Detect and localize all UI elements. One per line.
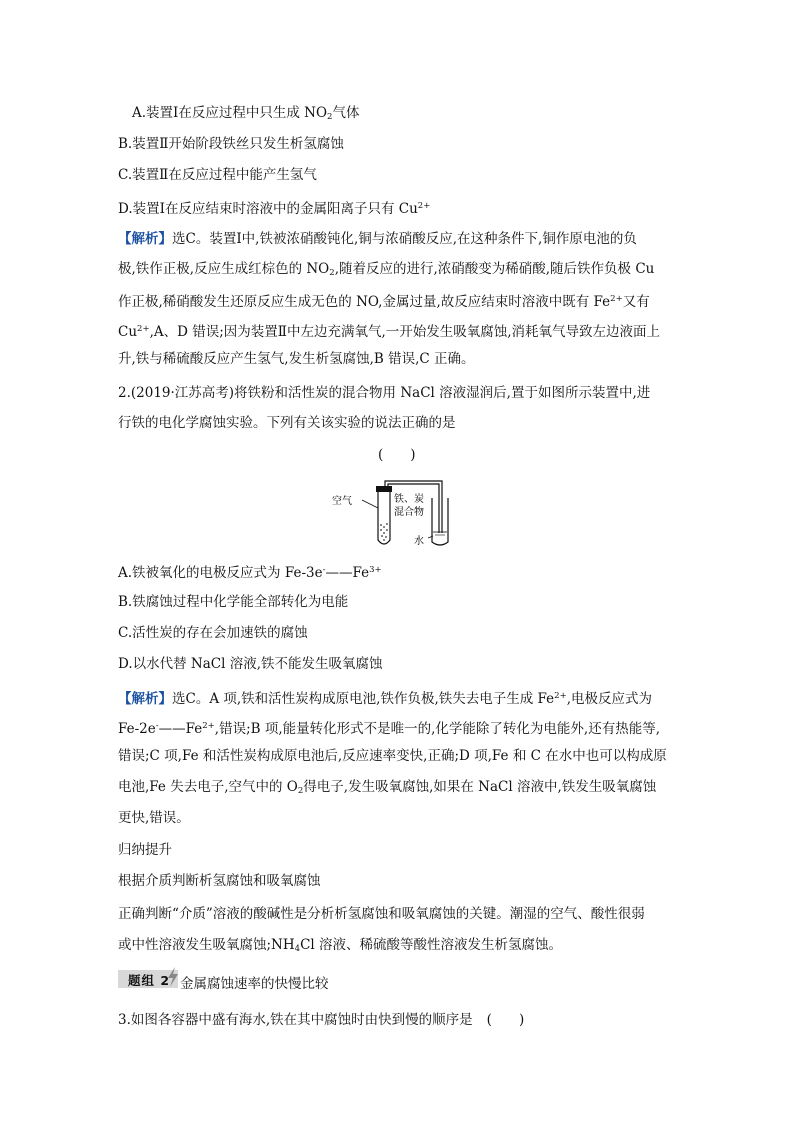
q2-analysis-4-post: 得电子,发生吸氧腐蚀,如果在 NaCl 溶液中,铁发生吸氧腐蚀 — [303, 779, 657, 795]
q2-option-a-sup2: 3+ — [369, 565, 382, 575]
q2-option-a-pre: A.铁被氧化的电极反应式为 Fe-3e — [118, 565, 323, 581]
group2-title: 金属腐蚀速率的快慢比较 — [180, 976, 329, 992]
q1-option-d — [118, 197, 430, 218]
q1-option-d-text: D.装置Ⅰ在反应结束时溶液中的金属阳离子只有 Cu — [118, 201, 418, 217]
q3-stem — [118, 1011, 524, 1029]
summary-line-2-sub: 4 — [294, 944, 301, 954]
q1-option-b: B.装置Ⅱ开始阶段铁丝只发生析氢腐蚀 — [118, 136, 344, 152]
label-water: 水 — [414, 536, 424, 547]
q1-option-a-text: A.装置Ⅰ在反应过程中只生成 NO — [132, 105, 328, 121]
q2-stem-line-1: 2.(2019·江苏高考)将铁粉和活性炭的混合物用 NaCl 溶液湿润后,置于如图所示装置中,进 — [118, 385, 651, 401]
summary-line-2-pre: 或中性溶液发生吸氧腐蚀;NH — [118, 937, 295, 953]
q1-analysis-tag: 【解析】 — [118, 231, 172, 247]
q3-answer-paren: ( ) — [486, 1012, 525, 1028]
air-leader — [362, 500, 378, 508]
q2-analysis-line-4 — [118, 778, 656, 800]
label-mixture-1: 铁、炭 — [394, 494, 424, 505]
q2-analysis-1-post: ,电极反应式为 — [566, 691, 652, 707]
q1-analysis-text-1: 选C。装置Ⅰ中,铁被浓硝酸钝化,铜与浓硝酸反应,在这种条件下,铜作原电池的负 — [172, 231, 637, 247]
q2-analysis-line-5: 更快,错误。 — [118, 810, 190, 826]
q1-analysis-line-2 — [118, 260, 654, 282]
q2-analysis-2-mid: ——Fe — [158, 721, 203, 737]
q1-analysis-4-post: ,A、D 错误;因为装置Ⅱ中左边充满氧气,一开始发生吸氧腐蚀,消耗氧气导致左边液面上 — [149, 324, 661, 340]
q1-analysis-4-pre: Cu — [118, 324, 138, 340]
q2-analysis-1-sup: 2+ — [554, 691, 567, 701]
test-tube — [378, 490, 390, 544]
q1-analysis-2-pre: 极,铁作正极,反应生成红棕色的 NO — [118, 261, 330, 277]
q2-analysis-line-1 — [118, 687, 652, 708]
lightning-shape — [168, 967, 178, 987]
q1-analysis-3-sup: 2+ — [610, 294, 623, 304]
q2-answer-paren: ( ) — [378, 447, 416, 463]
q2-analysis-tag: 【解析】 — [118, 691, 172, 707]
stopper — [376, 486, 392, 492]
q2-analysis-line-2 — [118, 717, 660, 738]
q2-analysis-2-sup2: 2+ — [202, 721, 215, 731]
q1-analysis-3-pre: 作正极,稀硝酸发生还原反应生成无色的 NO,金属过量,故反应结束时溶液中既有 Fe — [118, 294, 611, 310]
label-air: 空气 — [332, 496, 352, 507]
q2-stem-line-2: 行铁的电化学腐蚀实验。下列有关该实验的说法正确的是 — [118, 415, 456, 431]
summary-subtitle: 根据介质判断析氢腐蚀和吸氧腐蚀 — [118, 873, 321, 889]
q1-option-a-sub: 2 — [327, 112, 333, 122]
q2-option-a-mid: ——Fe — [325, 565, 370, 581]
water-container — [432, 498, 448, 545]
q1-option-d-sup: 2+ — [417, 201, 431, 211]
q1-analysis-line-4 — [118, 320, 660, 341]
q1-analysis-line-5: 升,铁与稀硫酸反应产生氢气,发生析氢腐蚀,B 错误,C 正确。 — [118, 351, 475, 367]
q2-analysis-2-post: ,错误;B 项,能量转化形式不是唯一的,化学能除了转化为电能外,还有热能等, — [214, 721, 661, 737]
q2-analysis-2-sup1: - — [155, 721, 159, 731]
summary-line-1: 正确判断“介质”溶液的酸碱性是分析析氢腐蚀和吸氧腐蚀的关键。潮湿的空气、酸性很弱 — [118, 906, 645, 922]
q2-analysis-4-sub: 2 — [297, 786, 304, 796]
q2-analysis-4-pre: 电池,Fe 失去电子,空气中的 O — [118, 779, 298, 795]
q1-analysis-4-sup: 2+ — [137, 324, 150, 334]
summary-line-2 — [118, 936, 562, 958]
q2-analysis-line-3: 错误;C 项,Fe 和活性炭构成原电池后,反应速率变快,正确;D 项,Fe 和 C 在水中也可以构成原 — [118, 748, 667, 764]
group-label: 题组 2 — [128, 973, 171, 988]
mixture-particles — [380, 523, 388, 541]
q1-analysis-3-post: 又有 — [622, 294, 650, 310]
label-mixture-2: 混合物 — [394, 507, 424, 518]
q1-option-c: C.装置Ⅱ在反应过程中能产生氢气 — [118, 167, 317, 183]
q2-option-c: C.活性炭的存在会加速铁的腐蚀 — [118, 625, 308, 641]
q3-stem-text: 3.如图各容器中盛有海水,铁在其中腐蚀时由快到慢的顺序是 — [118, 1012, 473, 1028]
q2-option-d: D.以水代替 NaCl 溶液,铁不能发生吸氧腐蚀 — [118, 656, 383, 672]
q1-analysis-line-3 — [118, 290, 650, 311]
q1-option-a — [132, 104, 359, 126]
q1-analysis-2-sub: 2 — [329, 268, 335, 278]
q1-analysis-line-1 — [118, 230, 637, 248]
apparatus-diagram — [332, 478, 462, 550]
q1-analysis-2-post: ,随着反应的进行,浓硝酸变为稀硝酸,随后铁作负极 Cu — [334, 261, 655, 277]
summary-line-2-mid: Cl 溶液、稀硫酸等酸性溶液发生析氢腐蚀。 — [300, 937, 563, 953]
q1-option-a-post: 气体 — [332, 105, 360, 121]
q2-analysis-2-pre: Fe-2e — [118, 721, 156, 737]
q2-option-b: B.铁腐蚀过程中化学能全部转化为电能 — [118, 594, 349, 610]
summary-title: 归纳提升 — [118, 842, 172, 858]
lightning-icon — [166, 967, 180, 987]
q2-analysis-1-pre: 选C。A 项,铁和活性炭构成原电池,铁作负极,铁失去电子生成 Fe — [172, 691, 555, 707]
q2-option-a-sup1: - — [322, 565, 326, 575]
q2-option-a — [118, 561, 382, 582]
